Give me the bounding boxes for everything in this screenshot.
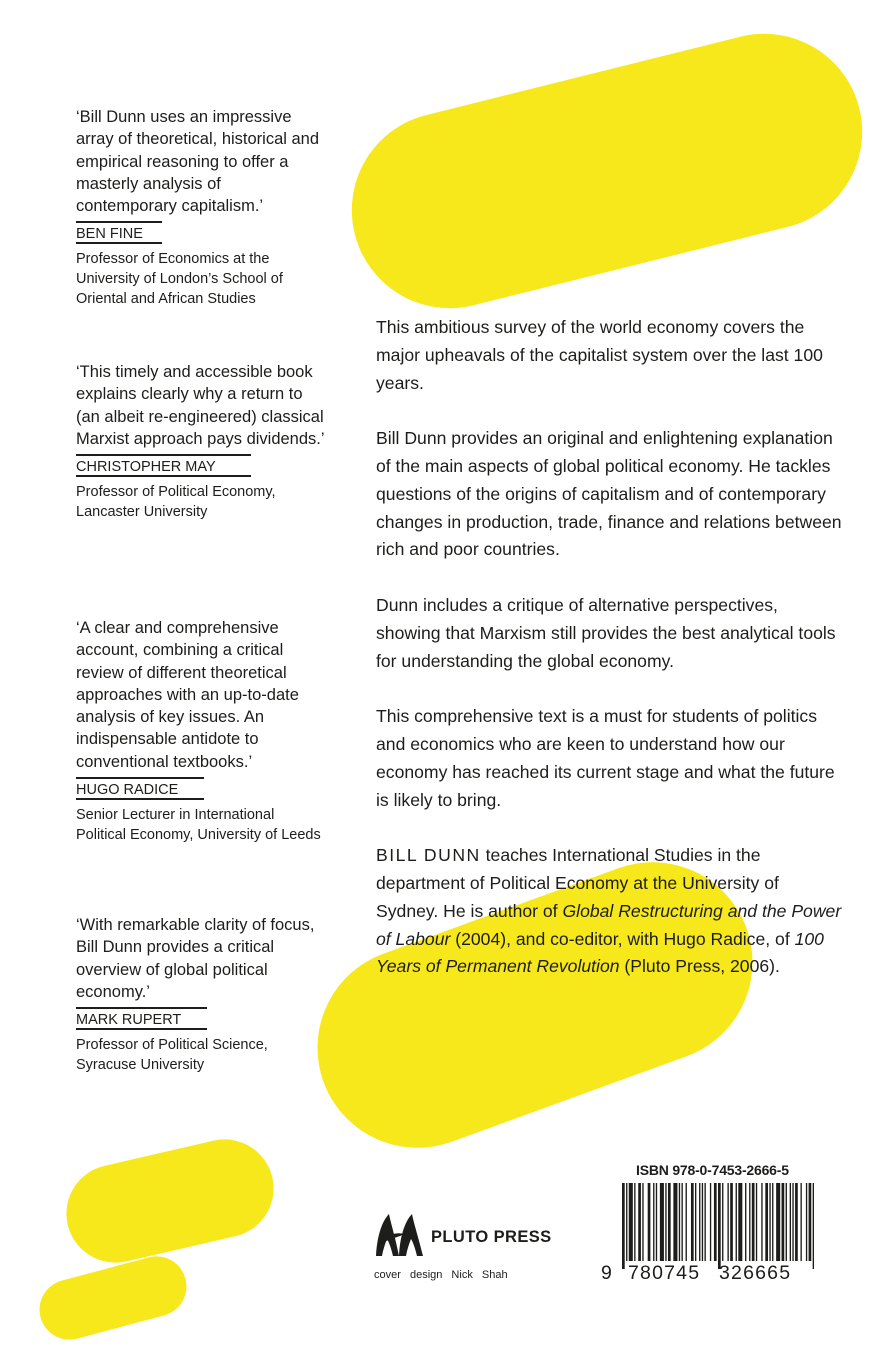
- barcode-bar: [752, 1183, 755, 1261]
- endorsement-hugo-radice: [76, 617, 326, 845]
- quote-author-name: HUGO RADICE: [76, 782, 179, 799]
- barcode-left-digits: 780745: [628, 1262, 701, 1284]
- underline: [76, 475, 251, 477]
- barcode-bar: [626, 1183, 627, 1261]
- barcode-bar: [673, 1183, 677, 1261]
- underline: [76, 1028, 207, 1030]
- barcode-bar: [679, 1183, 680, 1261]
- barcode-bar: [813, 1183, 814, 1269]
- book-title: 100 Years of Permanent Revolution: [376, 928, 824, 977]
- quote-affiliation: Senior Lecturer in International Political Economy, University of Leeds: [76, 807, 321, 844]
- book-title: Global Restructuring and the Power of Labour: [376, 900, 842, 949]
- quote-author-name: MARK RUPERT: [76, 1012, 182, 1029]
- author-bio: [376, 842, 846, 981]
- blurb-paragraph: Bill Dunn provides an original and enlightening explanation of the main aspects of global political economy. He tackles questions of the origins of capitalism and of contemporary changes in production, trade, finance and relations between rich and poor countries.: [376, 428, 842, 560]
- barcode-bar: [695, 1183, 696, 1261]
- underline: [76, 454, 251, 456]
- barcode-bar: [749, 1183, 750, 1261]
- underline: [76, 1007, 207, 1009]
- barcode: [622, 1183, 814, 1269]
- barcode-bar: [738, 1183, 742, 1261]
- barcode-bar: [704, 1183, 705, 1261]
- barcode-bar: [809, 1183, 812, 1261]
- barcode-bar: [792, 1183, 793, 1261]
- barcode-bar: [622, 1183, 625, 1269]
- quote-author-name: BEN FINE: [76, 226, 143, 243]
- quote-author: [76, 225, 143, 243]
- back-cover-blurb: [376, 314, 846, 1009]
- barcode-bar: [665, 1183, 666, 1261]
- barcode-digits: [601, 1262, 816, 1286]
- endorsement-ben-fine: [76, 106, 326, 309]
- barcode-bar: [718, 1183, 721, 1269]
- barcode-bar: [656, 1183, 657, 1261]
- barcode-bar: [782, 1183, 785, 1261]
- barcode-bar: [730, 1183, 733, 1261]
- barcode-bar: [668, 1183, 671, 1261]
- underline: [76, 777, 204, 779]
- underline: [76, 242, 162, 244]
- barcode-bar: [772, 1183, 773, 1261]
- barcode-bar: [642, 1183, 643, 1261]
- barcode-bar: [790, 1183, 791, 1261]
- barcode-bar: [653, 1183, 654, 1261]
- barcode-bar: [765, 1183, 768, 1261]
- quote-author: [76, 781, 178, 799]
- barcode-bar: [756, 1183, 757, 1261]
- underline: [76, 221, 162, 223]
- barcode-lead-digit: 9: [601, 1262, 614, 1284]
- barcode-bar: [795, 1183, 798, 1261]
- endorsement-mark-rupert: [76, 914, 326, 1075]
- isbn-label: ISBN 978-0-7453-2666-5: [636, 1162, 789, 1178]
- cover-design-credit: cover design Nick Shah: [374, 1269, 508, 1281]
- barcode-bar: [638, 1183, 641, 1261]
- quote-affiliation: Professor of Political Economy, Lancaster University: [76, 484, 276, 521]
- bio-text: (Pluto Press, 2006).: [619, 956, 780, 977]
- author-name-caps: BILL DUNN: [376, 845, 481, 866]
- quote-text: ‘Bill Dunn uses an impressive array of theoretical, historical and empirical reasoning to offer a masterly analysis of contemporary capitalism.’: [76, 108, 320, 216]
- barcode-bar: [769, 1183, 770, 1261]
- quote-text: ‘This timely and accessible book explains clearly why a return to (an albeit re-engineered) classical Marxist approach pays dividends.’: [76, 363, 325, 448]
- barcode-bar: [736, 1183, 737, 1261]
- barcode-bar: [776, 1183, 780, 1261]
- barcode-bar: [681, 1183, 682, 1261]
- barcode-bar: [806, 1183, 807, 1261]
- blurb-paragraph: This comprehensive text is a must for students of politics and economics who are keen to understand how our economy has reached its current stage and what the future is likely to bring.: [376, 706, 835, 810]
- bio-text: teaches International Studies in the department of Political Economy at the University of Sydney. He is author of: [376, 845, 779, 921]
- barcode-bar: [691, 1183, 694, 1261]
- publisher-name: PLUTO PRESS: [431, 1228, 552, 1246]
- underline: [76, 798, 204, 800]
- yellow-pill-bottom-left-small: [33, 1250, 193, 1347]
- blurb-paragraph: Dunn includes a critique of alternative perspectives, showing that Marxism still provides the best analytical tools for understanding the global economy.: [376, 594, 836, 671]
- pluto-press-icon: [375, 1212, 425, 1258]
- barcode-right-digits: 326665: [719, 1262, 792, 1284]
- barcode-bar: [786, 1183, 787, 1261]
- quote-text: ‘With remarkable clarity of focus, Bill Dunn provides a critical overview of global political economy.’: [76, 916, 315, 1001]
- barcode-bar: [745, 1183, 746, 1261]
- barcode-bar: [761, 1183, 762, 1261]
- quote-text: ‘A clear and comprehensive account, combining a critical review of different theoretical approaches with an up-to-date analysis of key issues. An indispensable antidote to conventional textbooks.’: [76, 619, 299, 771]
- barcode-bar: [629, 1183, 633, 1261]
- quote-affiliation: Professor of Economics at the University of London’s School of Oriental and African Studies: [76, 251, 283, 308]
- bio-text: (2004), and co-editor, with Hugo Radice, of: [450, 928, 795, 949]
- quote-author: [76, 458, 216, 476]
- yellow-pill-top: [331, 13, 880, 329]
- barcode-bar: [648, 1183, 651, 1261]
- barcode-bar: [800, 1183, 801, 1261]
- barcode-bar: [660, 1183, 664, 1261]
- barcode-bar: [710, 1183, 711, 1261]
- barcode-bar: [722, 1183, 723, 1261]
- barcode-bar: [699, 1183, 700, 1261]
- quote-author: [76, 1011, 181, 1029]
- endorsement-christopher-may: [76, 361, 326, 522]
- barcode-bar: [634, 1183, 635, 1261]
- barcode-bar: [686, 1183, 687, 1261]
- blurb-paragraph: This ambitious survey of the world economy covers the major upheavals of the capitalist system over the last 100 years.: [376, 317, 823, 393]
- barcode-bar: [714, 1183, 717, 1261]
- barcode-bar: [727, 1183, 728, 1261]
- yellow-pill-bottom-left: [57, 1130, 284, 1273]
- barcode-bar: [702, 1183, 703, 1261]
- quote-affiliation: Professor of Political Science, Syracuse University: [76, 1037, 268, 1074]
- publisher-logo: [375, 1212, 615, 1264]
- quote-author-name: CHRISTOPHER MAY: [76, 459, 216, 476]
